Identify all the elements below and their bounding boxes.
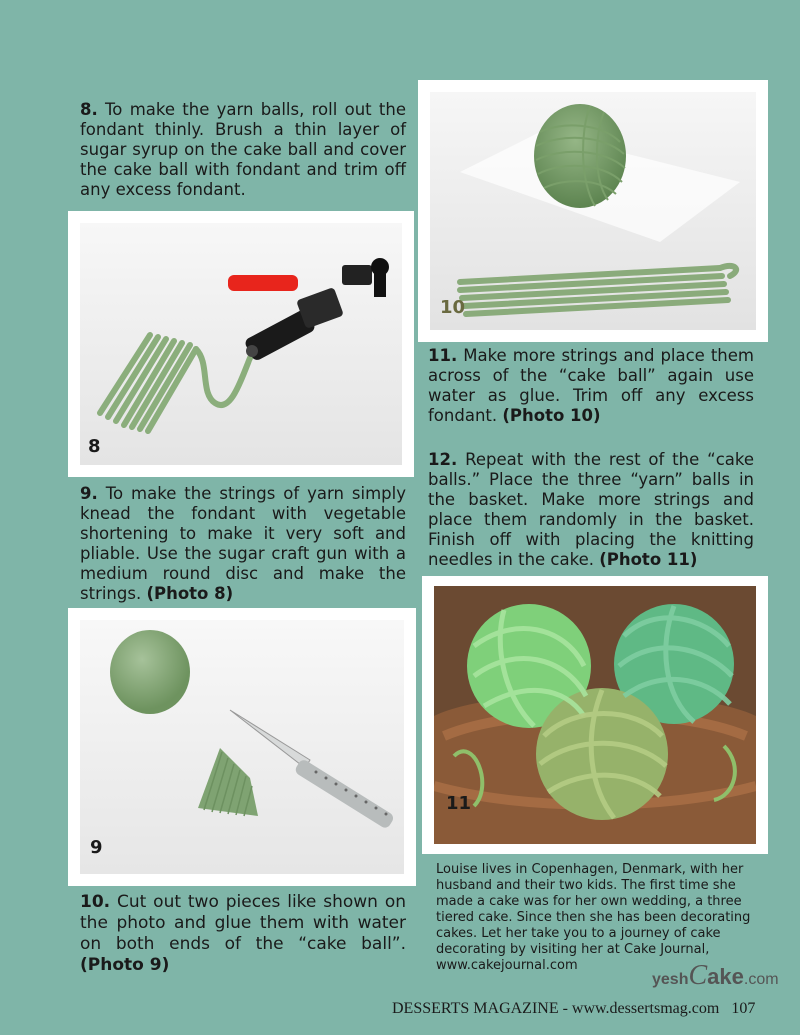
step-9-text: 9. To make the strings of yarn simply knead the fondant with vegetable shortening to make it very soft and pliable. Use the sugar craft gun with a medium round disc and make the strings. (Photo 8): [80, 484, 406, 603]
photo-11: [422, 576, 768, 854]
photo-8-number: 8: [88, 436, 101, 457]
fondant-ball-and-knife-illustration: [80, 620, 404, 874]
photo-9-number: 9: [90, 837, 103, 858]
step-8-text: 8. To make the yarn balls, roll out the fondant thinly. Brush a thin layer of sugar syrup on the cake ball and cover the cake ball with fondant and trim off any excess fondant.: [80, 100, 406, 199]
page-number: 107: [731, 1000, 756, 1017]
yarn-basket-cake-illustration: [434, 586, 756, 844]
step-10-text: 10. Cut out two pieces like shown on the photo and glue them with water on both ends of the “cake ball”. (Photo 9): [80, 892, 406, 975]
yeshcake-logo: yeshCake.com: [652, 960, 779, 991]
photo-10: [418, 80, 768, 342]
author-bio: Louise lives in Copenhagen, Denmark, with her husband and their two kids. The first time she made a cake was for her own wedding, a three tiered cake. Since then she has been decorating cakes. Let her take you to a journey of cake decorating by visiting her at Cake Journal, www.cakejournal.com: [436, 862, 751, 973]
photo-10-number: 10: [440, 297, 466, 318]
photo-8: [68, 211, 414, 477]
step-number: 8.: [80, 100, 98, 119]
step-11-text: 11. Make more strings and place them across of the “cake ball” again use water as glue. Trim off any excess fondant. (Photo 10): [428, 346, 754, 425]
step-12-text: 12. Repeat with the rest of the “cake balls.” Place the three “yarn” balls in the basket. Make more strings and place them randomly in the basket. Finish off with placing the knitting needles in the cake. (Photo 11): [428, 450, 754, 569]
photo-9: [68, 608, 416, 886]
page-footer: [392, 1000, 755, 1018]
logo-c-icon: C: [688, 960, 708, 991]
yarn-ball-and-strings-illustration: [430, 92, 756, 330]
photo-11-number: 11: [446, 793, 472, 814]
sugarcraft-gun-illustration: [80, 223, 402, 465]
footer-text: DESSERTS MAGAZINE - www.dessertsmag.com: [392, 1000, 720, 1017]
